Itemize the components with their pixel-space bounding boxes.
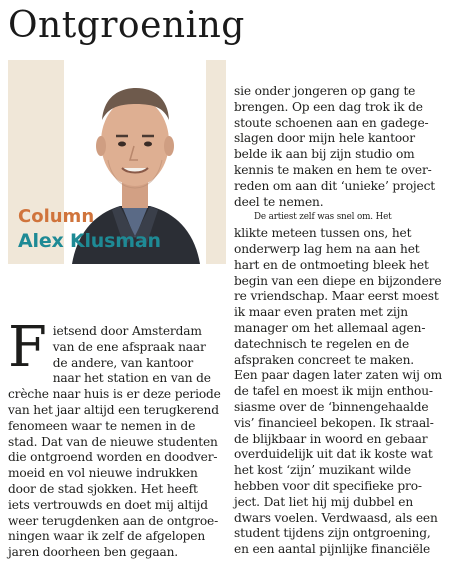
text-line: overduidelijk uit dat ik koste wat bbox=[234, 447, 433, 462]
text-line: hebben voor dit specifieke pro- bbox=[234, 478, 422, 493]
text-line: sie onder jongeren op gang te bbox=[234, 84, 416, 98]
text-line: stad. Dat van de nieuwe studenten bbox=[8, 434, 218, 449]
text-line: ik maar even praten met zijn bbox=[234, 305, 408, 320]
column-header-box bbox=[8, 60, 226, 264]
text-line: ietsend door Amsterdam bbox=[52, 324, 202, 338]
text-line: De artiest zelf was snel om. Het bbox=[254, 212, 392, 223]
column-label: Column bbox=[18, 206, 95, 227]
text-line: door de stad sjokken. Het heeft bbox=[8, 481, 198, 496]
text-line: brengen. Op een dag trok ik de bbox=[234, 99, 423, 114]
text-line: student tijdens zijn ontgroening, bbox=[234, 526, 431, 541]
text-line: jaren doorheen ben gegaan. bbox=[8, 545, 179, 560]
paragraph bbox=[234, 210, 450, 558]
text-line: datechnisch te regelen en de bbox=[234, 336, 410, 351]
text-line: slagen door mijn hele kantoor bbox=[234, 131, 415, 146]
text-line: moeid en vol nieuwe indrukken bbox=[8, 466, 198, 481]
left-text-column bbox=[8, 315, 228, 561]
text-line: ningen waar ik zelf de afgelopen bbox=[8, 529, 206, 544]
text-line: manager om het allemaal agen- bbox=[234, 320, 426, 335]
drop-cap: F bbox=[8, 315, 47, 380]
text-line: afspraken concreet te maken. bbox=[234, 352, 415, 367]
text-line: de andere, van kantoor bbox=[52, 355, 193, 370]
text-line: vis’ financieel bekopen. Ik straal- bbox=[234, 415, 434, 430]
text-line: re vriendschap. Maar eerst moest bbox=[234, 289, 439, 304]
text-line: klikte meteen tussen ons, het bbox=[234, 226, 412, 241]
text-line: hart en de ontmoeting bleek het bbox=[234, 257, 429, 272]
text-line: begin van een diepe en bijzondere bbox=[234, 273, 442, 288]
text-line: van het jaar altijd een terugkerend bbox=[8, 402, 219, 417]
right-text-column bbox=[234, 84, 450, 558]
paragraph bbox=[234, 84, 450, 210]
text-line: van de ene afspraak naar bbox=[52, 339, 206, 354]
text-line: het kost ‘zijn’ muzikant wilde bbox=[234, 463, 411, 478]
text-line: weer terugdenken aan de ontgroe- bbox=[8, 513, 219, 528]
text-line: reden om aan dit ‘unieke’ project bbox=[234, 178, 436, 193]
article-title: Ontgroening bbox=[8, 5, 245, 46]
text-line: ject. Dat liet hij mij dubbel en bbox=[234, 494, 414, 509]
text-line: fenomeen waar te nemen in de bbox=[8, 418, 196, 433]
text-line: dwars voelen. Verdwaasd, als een bbox=[234, 510, 438, 525]
text-line: iets vertrouwds en doet mij altijd bbox=[8, 497, 208, 512]
text-line: siasme over de ‘binnengehaalde bbox=[234, 399, 429, 414]
text-line: crèche naar huis is er deze periode bbox=[8, 387, 221, 402]
text-line: kennis te maken en hem te over- bbox=[234, 162, 432, 177]
text-line: en een aantal pijnlijke financiële bbox=[234, 542, 431, 557]
text-line: Een paar dagen later zaten wij om bbox=[234, 368, 443, 383]
text-line: deel te nemen. bbox=[234, 194, 324, 209]
column-author: Alex Klusman bbox=[18, 230, 161, 252]
text-line: belde ik aan bij zijn studio om bbox=[234, 147, 415, 162]
text-line: de blijkbaar in woord en gebaar bbox=[234, 431, 428, 446]
text-line: de tafel en moest ik mijn enthou- bbox=[234, 384, 433, 399]
text-line: die ontgroend worden en doodver- bbox=[8, 450, 218, 465]
text-line: onderwerp lag hem na aan het bbox=[234, 241, 420, 256]
text-line: stoute schoenen aan en gadege- bbox=[234, 115, 429, 130]
text-line: naar het station en van de bbox=[52, 371, 211, 386]
